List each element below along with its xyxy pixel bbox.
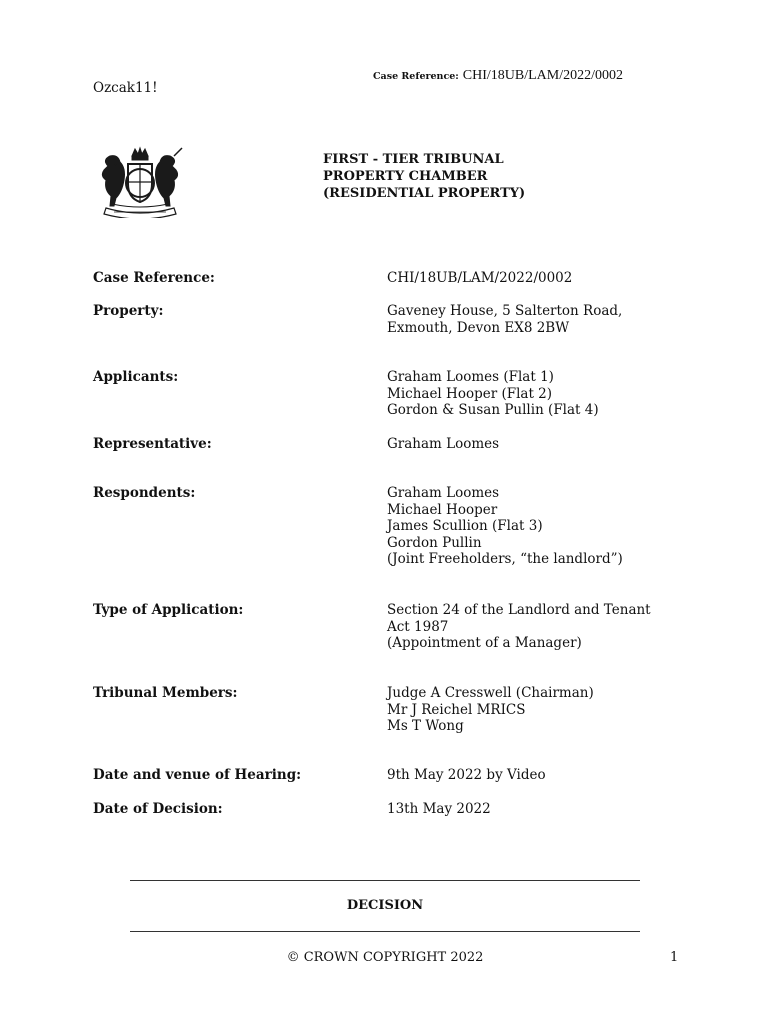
tribunal-title-line-1: FIRST - TIER TRIBUNAL	[323, 152, 504, 167]
case-reference-label: Case Reference:	[93, 270, 215, 286]
hearing-line: 9th May 2022 by Video	[387, 767, 546, 783]
header-case-reference	[373, 64, 623, 84]
property-value	[387, 303, 622, 336]
respondent-line: (Joint Freeholders, “the landlord”)	[387, 551, 623, 568]
respondent-line: Graham Loomes	[387, 485, 500, 501]
member-line: Mr J Reichel MRICS	[387, 701, 526, 718]
tribunal-members-label: Tribunal Members:	[93, 685, 238, 701]
respondents-value	[387, 485, 623, 568]
type-of-application-label: Type of Application:	[93, 602, 244, 618]
decision-date-label: Date of Decision:	[93, 801, 223, 817]
application-line: (Appointment of a Manager)	[387, 635, 582, 652]
applicant-line: Graham Loomes (Flat 1)	[387, 369, 554, 385]
divider-top	[130, 880, 640, 881]
respondent-line: Michael Hooper	[387, 501, 498, 518]
divider-bottom	[130, 931, 640, 932]
copyright-notice: © CROWN COPYRIGHT 2022	[286, 950, 484, 965]
applicant-line: Michael Hooper (Flat 2)	[387, 385, 553, 402]
respondents-label: Respondents:	[93, 485, 196, 501]
tribunal-members-value	[387, 685, 594, 735]
page-number: 1	[670, 950, 679, 965]
respondent-line: James Scullion (Flat 3)	[387, 518, 543, 535]
header-case-reference-label: Case Reference:	[373, 71, 459, 82]
respondent-line: Gordon Pullin	[387, 534, 482, 551]
hearing-label: Date and venue of Hearing:	[93, 767, 302, 783]
decision-date-value	[387, 801, 491, 818]
applicant-line: Gordon & Susan Pullin (Flat 4)	[387, 402, 599, 419]
applicants-label: Applicants:	[93, 369, 179, 385]
member-line: Ms T Wong	[387, 718, 464, 735]
decision-date-line: 13th May 2022	[387, 801, 491, 817]
tribunal-title	[323, 151, 525, 202]
document-code: Ozcak11!	[93, 80, 158, 96]
property-label: Property:	[93, 303, 164, 319]
representative-label: Representative:	[93, 436, 212, 452]
representative-value	[387, 436, 499, 453]
case-reference-line: CHI/18UB/LAM/2022/0002	[387, 270, 573, 286]
property-line: Exmouth, Devon EX8 2BW	[387, 319, 570, 336]
application-line: Act 1987	[387, 618, 449, 635]
tribunal-title-line-2: PROPERTY CHAMBER	[323, 169, 488, 184]
member-line: Judge A Cresswell (Chairman)	[387, 685, 594, 701]
tribunal-title-line-3: (RESIDENTIAL PROPERTY)	[323, 186, 526, 201]
case-reference-value	[387, 270, 572, 287]
representative-line: Graham Loomes	[387, 436, 500, 452]
application-line: Section 24 of the Landlord and Tenant	[387, 602, 651, 618]
header-case-reference-value: CHI/18UB/LAM/2022/0002	[462, 68, 624, 83]
decision-heading: DECISION	[346, 898, 424, 913]
type-of-application-value	[387, 602, 651, 652]
property-line: Gaveney House, 5 Salterton Road,	[387, 303, 623, 319]
royal-coat-of-arms-icon	[92, 146, 188, 218]
hearing-value	[387, 767, 546, 784]
applicants-value	[387, 369, 599, 419]
